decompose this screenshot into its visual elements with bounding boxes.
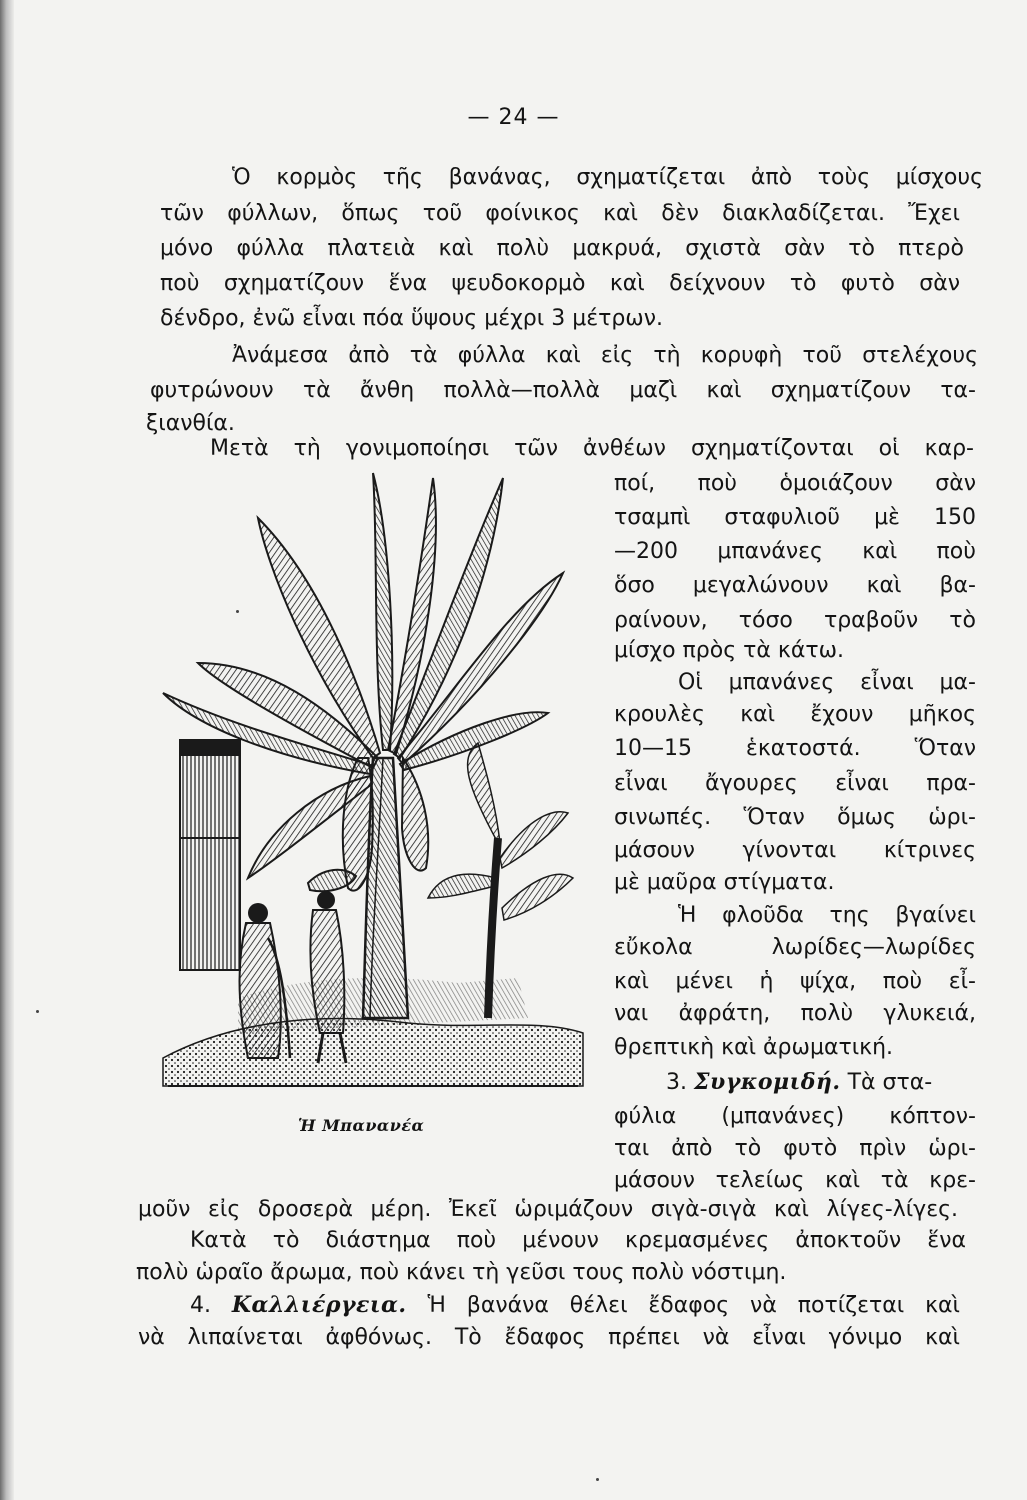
scan-speck [596,1478,599,1481]
paragraph-3-column-line: ραίνουν, τόσο τραβοῦν τὸ [614,608,976,633]
section-3-text: Τὰ στα- [847,1070,933,1095]
page-number: — 24 — [467,105,560,130]
paragraph-2-line: Ἀνάμεσα ἀπὸ τὰ φύλλα καὶ εἰς τὴ κορυφὴ τοῦ στελέχους [232,343,978,368]
paragraph-1-line: ποὺ σχηματίζουν ἕνα ψευδοκορμὸ καὶ δείχνουν τὸ φυτὸ σὰν [160,271,960,296]
paragraph-5-column-line: ναι ἀφράτη, πολὺ γλυκειά, [614,1001,976,1026]
section-3-column-line: φύλια (μπανάνες) κόπτον- [614,1104,976,1129]
paragraph-4-column-line: κρουλὲς καὶ ἔχουν μῆκος [614,702,976,727]
paragraph-5-column-line: καὶ μένει ἡ ψίχα, ποὺ εἶ- [614,969,976,994]
paragraph-3-column-line: —200 μπανάνες καὶ ποὺ [614,539,976,564]
section-4-number: 4. [190,1293,211,1318]
paragraph-1-line: δένδρο, ἐνῶ εἶναι πόα ὕψους μέχρι 3 μέτρων. [160,306,664,331]
section-4-heading: Καλλιέργεια. [231,1292,407,1318]
paragraph-4-column-line: εἶναι ἄγουρες εἶναι πρα- [614,771,976,796]
section-3-heading: Συγκομιδή. [694,1069,841,1095]
section-4-text: Ἡ βανάνα θέλει ἔδαφος νὰ ποτίζεται καὶ [427,1293,960,1318]
paragraph-1-line: Ὁ κορμὸς τῆς βανάνας, σχηματίζεται ἀπὸ τοὺς μίσχους [232,165,983,190]
section-3-heading-line [666,1065,976,1101]
paragraph-6-line: πολὺ ὡραῖο ἄρωμα, ποὺ κάνει τὴ γεῦσι τους πολὺ νόστιμη. [136,1260,787,1285]
paragraph-4-column-line: Οἱ μπανάνες εἶναι μα- [678,670,976,695]
paragraph-5-column-line: εὔκολα λωρίδες—λωρίδες [614,935,976,960]
section-3-column-line: μάσουν τελείως καὶ τὰ κρε- [614,1168,976,1193]
figure-caption: Ἡ Μπανανέα [298,1116,425,1135]
section-4-heading-line [190,1288,960,1324]
paragraph-1-line: μόνο φύλλα πλατειὰ καὶ πολὺ μακρυά, σχιστὰ σὰν τὸ πτερὸ [160,236,964,261]
paragraph-5-column-line: Ἡ φλοῦδα της βγαίνει [678,903,976,928]
banana-tree-figure [158,458,588,1098]
paragraph-3-column-line: ποί, ποὺ ὁμοιάζουν σὰν [614,471,976,496]
paragraph-6-line: Κατὰ τὸ διάστημα ποὺ μένουν κρεμασμένες ἀποκτοῦν ἕνα [190,1228,966,1253]
section-3-number: 3. [666,1070,687,1095]
section-4-line: νὰ λιπαίνεται ἀφθόνως. Τὸ ἔδαφος πρέπει νὰ εἶναι γόνιμο καὶ [138,1325,960,1350]
banana-tree-icon [158,458,588,1098]
paragraph-3-line: Μετὰ τὴ γονιμοποίησι τῶν ἀνθέων σχηματίζονται οἱ καρ- [210,436,974,461]
paragraph-4-column-line: μὲ μαῦρα στίγματα. [614,870,835,895]
binding-edge [0,0,14,1500]
scan-speck [36,1010,39,1013]
paragraph-2-line: φυτρώνουν τὰ ἄνθη πολλὰ—πολλὰ μαζὶ καὶ σχηματίζουν τα- [150,378,976,403]
paragraph-2-line: ξιανθία. [146,411,235,436]
paragraph-4-column-line: 10—15 ἑκατοστά. Ὅταν [614,736,976,761]
paragraph-3-column-line: τσαμπὶ σταφυλιοῦ μὲ 150 [614,505,976,530]
paragraph-1-line: τῶν φύλλων, ὅπως τοῦ φοίνικος καὶ δὲν διακλαδίζεται. Ἔχει [160,201,960,226]
section-3-column-line: ται ἀπὸ τὸ φυτὸ πρὶν ὡρι- [614,1136,976,1161]
paragraph-3-column-line: ὅσο μεγαλώνουν καὶ βα- [614,573,976,598]
paragraph-4-column-line: μάσουν γίνονται κίτρινες [614,838,976,863]
paragraph-3-column-line: μίσχο πρὸς τὰ κάτω. [614,638,844,663]
paragraph-4-column-line: σινωπές. Ὅταν ὅμως ὡρι- [614,805,976,830]
section-3-line: μοῦν εἰς δροσερὰ μέρη. Ἐκεῖ ὡριμάζουν σιγὰ-σιγὰ καὶ λίγες-λίγες. [138,1197,958,1222]
scan-speck [236,610,239,613]
paragraph-5-column-line: θρεπτικὴ καὶ ἀρωματική. [614,1035,894,1060]
